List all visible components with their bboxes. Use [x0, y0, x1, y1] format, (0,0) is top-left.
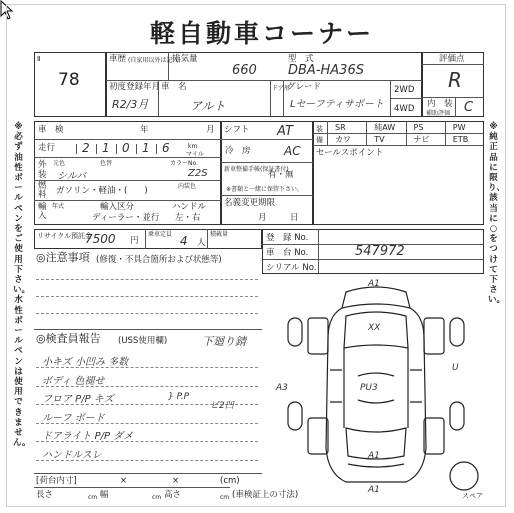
- spare-label: スペア: [462, 492, 483, 500]
- equipment-item: ナビ: [413, 135, 430, 144]
- diagram-mark: A1: [368, 485, 380, 495]
- inspector-label: ◎検査員報告: [36, 332, 101, 345]
- inspector-line: ドアライト P/P ダメ: [42, 431, 134, 442]
- ac-value: AC: [284, 144, 301, 158]
- diagram-mark: XX: [368, 323, 381, 333]
- car-damage-diagram: [268, 278, 484, 496]
- inspector-line: ルーフ ボード: [42, 412, 105, 424]
- car-name-value: アルト: [190, 99, 226, 113]
- equipment-item: PS: [413, 123, 424, 132]
- page-title: 軽自動車コーナー: [150, 19, 375, 48]
- equipment-item: TV: [374, 135, 385, 144]
- recycle-value: 7500: [85, 232, 116, 246]
- chassis-value: 547972: [355, 244, 405, 259]
- lot-number: 78: [58, 70, 80, 90]
- side-note-right: ※純正品に限り、該当に○をつけて下さい。: [488, 122, 506, 306]
- first-reg-value: R2/3月: [112, 98, 149, 111]
- interior-score: C: [464, 100, 474, 115]
- inspector-line: フロア P/P キズ: [42, 394, 114, 405]
- mileage-digit: 2: [82, 141, 90, 155]
- shift-value: AT: [277, 124, 293, 139]
- model-value: DBA-HA36S: [288, 63, 364, 78]
- mileage-digit: 0: [122, 141, 130, 155]
- mileage-digit: 6: [162, 141, 170, 155]
- grade-value: Lセーフティサポート: [290, 99, 384, 110]
- equipment-item: ETB: [452, 135, 469, 144]
- notes-label: ◎注意事項: [36, 251, 90, 264]
- side-note-left: ※必ず油性ボールペンをご使用下さい。水性ボールペンは使用できません。: [13, 122, 31, 449]
- mileage-digit: 1: [102, 141, 110, 155]
- diagram-mark: A3: [276, 383, 288, 393]
- mileage-digit: 1: [142, 141, 150, 155]
- diagram-mark: A1: [368, 279, 380, 289]
- equipment-item: カワ: [335, 135, 351, 144]
- inspector-line: ボディ 色褪せ: [42, 375, 105, 387]
- diagram-mark: U: [452, 363, 459, 373]
- inspector-line: ハンドルスレ: [42, 449, 102, 461]
- inspector-corner-note: 下廻り錆: [202, 335, 246, 348]
- capacity-value: 4: [180, 234, 188, 248]
- cargo-label: [荷台内寸]: [36, 476, 77, 486]
- original-color-value: シルバ: [57, 171, 87, 182]
- inspector-line: 小キズ 小凹み 多数: [42, 357, 129, 368]
- equipment-item: PW: [452, 123, 466, 132]
- equipment-item: 純AW: [374, 123, 396, 132]
- displacement-value: 660: [232, 63, 257, 78]
- diagram-mark: PU3: [360, 383, 378, 393]
- color-no-value: Z2S: [188, 168, 208, 179]
- score-value: R: [448, 68, 462, 92]
- diagram-mark: A1: [368, 451, 380, 461]
- equipment-item: SR: [335, 123, 346, 132]
